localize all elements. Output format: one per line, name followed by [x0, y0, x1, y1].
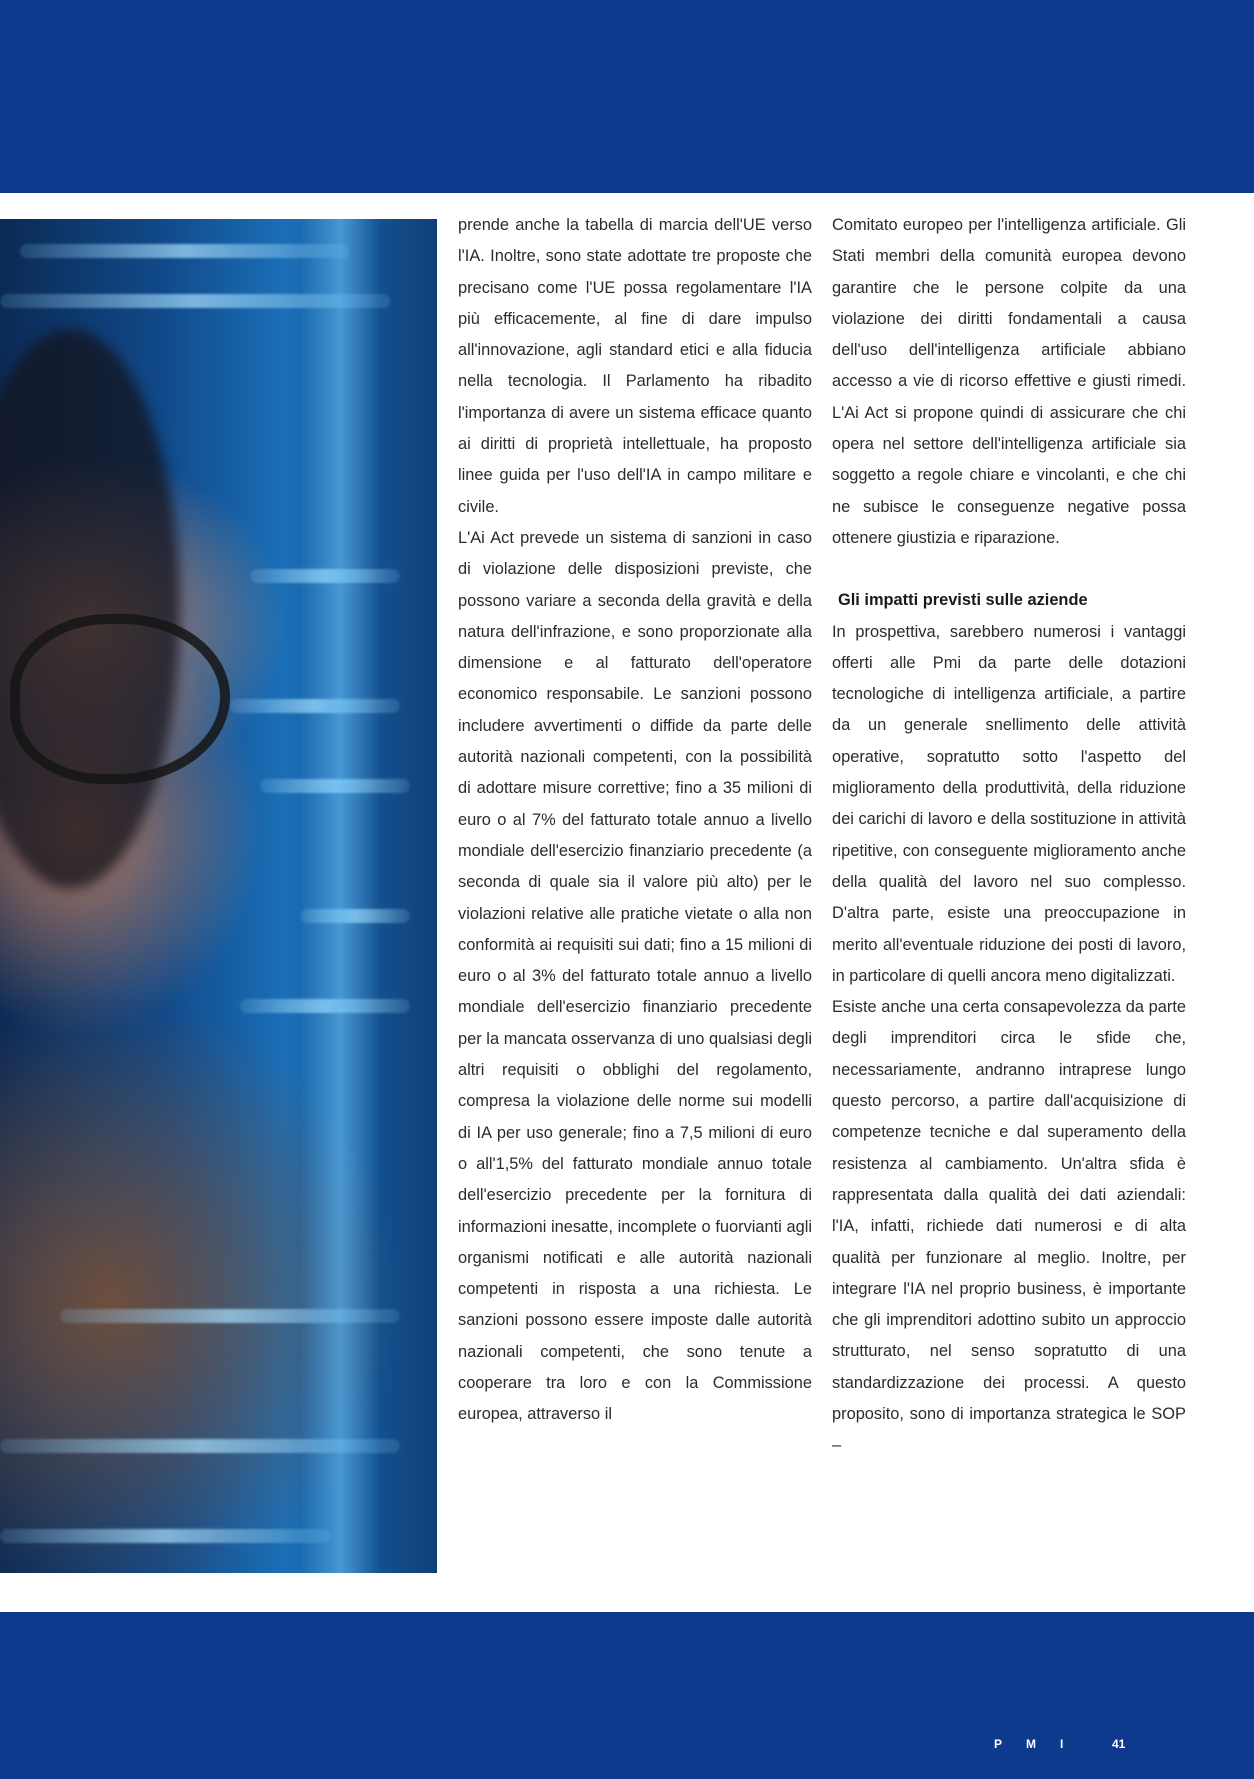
article-photo: [0, 219, 437, 1573]
article-column-right: [832, 210, 1186, 1462]
bottom-color-band: [0, 1612, 1254, 1779]
section-subheading: Gli impatti previsti sulle aziende: [838, 591, 1088, 610]
article-column-left: [458, 210, 812, 1431]
article-paragraph: In prospettiva, sarebbero numerosi i vantaggi offerti alle Pmi da parte delle dotazioni tecnologiche di intelligenza artificiale, a partire da un generale snellimento delle attività operative, sopratutto sotto l'aspetto del miglioramento della produttività, della riduzione dei carichi di lavoro e della sostituzione in attività ripetitive, con conseguente miglioramento anche della qualità del lavoro nel suo complesso. D'altra parte, esiste una preoccupazione in merito all'eventuale riduzione dei posti di lavoro, in particolare di quelli ancora meno digitalizzati.: [832, 622, 1186, 985]
top-color-band: [0, 0, 1254, 193]
photo-code-overlay: [0, 1529, 330, 1543]
magazine-brand: PMI: [994, 1737, 1088, 1751]
article-paragraph: Comitato europeo per l'intelligenza artificiale. Gli Stati membri della comunità europea devono garantire che le persone colpite da una violazione dei diritti fondamentali a causa dell'uso dell'intelligenza artificiale abbiano accesso a vie di ricorso effettive e giusti rimedi. L'Ai Act si propone quindi di assicurare che chi opera nel settore dell'intelligenza artificiale sia soggetto a regole chiare e vincolanti, e che chi ne subisce le conseguenze negative possa ottenere giustizia e riparazione.: [832, 216, 1186, 547]
article-paragraph: Esiste anche una certa consapevolezza da parte degli imprenditori circa le sfide che, necessariamente, andranno intraprese lungo questo percorso, a partire dall'acquisizione di competenze tecniche e dal superamento della resistenza al cambiamento. Un'altra sfida è rappresentata dalla qualità dei dati aziendali: l'IA, infatti, richiede dati numerosi e di alta qualità per funzionare al meglio. Inoltre, per integrare l'IA nel proprio business, è importante che gli imprenditori adottino subito un approccio strutturato, nel senso sopratutto di una standardizzazione dei processi. A questo proposito, sono di importanza strategica le SOP –: [832, 998, 1186, 1455]
photo-light-glow: [300, 219, 380, 1573]
photo-hair: [0, 329, 180, 889]
article-paragraph: L'Ai Act prevede un sistema di sanzioni in caso di violazione delle disposizioni previste, che possono variare a seconda della gravità e della natura dell'infrazione, e sono proporzionate alla dimensione e al fatturato dell'operatore economico responsabile. Le sanzioni possono includere avvertimenti o diffide da parte delle autorità nazionali competenti, con la possibilità di adottare misure correttive; fino a 35 milioni di euro o al 7% del fatturato totale annuo a livello mondiale dell'esercizio finanziario precedente (a seconda di quale sia il valore più alto) per le violazioni relative alle pratiche vietate o alla non conformità ai requisiti sui dati; fino a 15 milioni di euro o al 3% del fatturato totale annuo a livello mondiale dell'esercizio finanziario precedente per la mancata osservanza di uno qualsiasi degli altri requisiti o obblighi del regolamento, compresa la violazione delle norme sui modelli di IA per uso generale; fino a 7,5 milioni di euro o all'1,5% del fatturato mondiale annuo totale dell'esercizio precedente per la fornitura di informazioni inesatte, incomplete o fuorvianti agli organismi notificati e alle autorità nazionali competenti in risposta a una richiesta. Le sanzioni possono essere imposte dalle autorità nazionali competenti, che sono tenute a cooperare tra loro e con la Commissione europea, attraverso il: [458, 528, 812, 1424]
article-paragraph: prende anche la tabella di marcia dell'UE verso l'IA. Inoltre, sono state adottate tre proposte che precisano come l'UE possa regolamentare l'IA più efficacemente, al fine di dare impulso all'innovazione, agli standard etici e alla fiducia nella tecnologia. Il Parlamento ha ribadito l'importanza di avere un sistema efficace quanto ai diritti di proprietà intellettuale, ha proposto linee guida per l'uso dell'IA in campo militare e civile.: [458, 216, 812, 516]
photo-glasses: [10, 614, 230, 784]
page-number: 41: [1112, 1737, 1126, 1751]
